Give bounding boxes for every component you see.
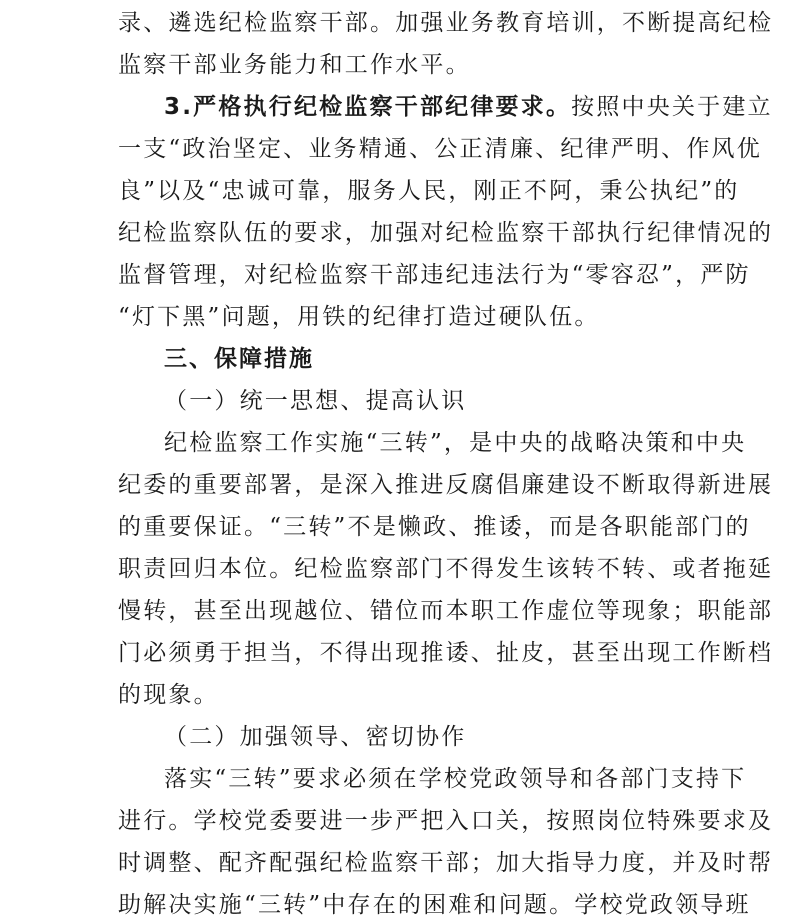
body-text-line: 的重要保证。“三转”不是懒政、推诿，而是各职能部门的 (118, 514, 751, 540)
body-text-line: 的现象。 (118, 682, 219, 708)
body-text-line: 助解决实施“三转”中存在的困难和问题。学校党政领导班 (118, 892, 751, 918)
body-text-line: 门必须勇于担当，不得出现推诿、扯皮，甚至出现工作断档 (118, 640, 774, 666)
body-text-line: “灯下黑”问题，用铁的纪律打造过硬队伍。 (118, 304, 600, 330)
body-text-line: 良”以及“忠诚可靠，服务人民，刚正不阿，秉公执纪”的 (118, 178, 740, 204)
body-text-line: 纪检监察工作实施“三转”，是中央的战略决策和中央 (164, 430, 747, 456)
body-text-line: 慢转，甚至出现越位、错位而本职工作虚位等现象；职能部 (118, 598, 774, 624)
body-text-line: 时调整、配齐配强纪检监察干部；加大指导力度，并及时帮 (118, 850, 774, 876)
body-text: 按照中央关于建立 (571, 94, 773, 120)
paragraph-line-with-bold-lead (164, 92, 773, 122)
body-text-line: 一支“政治坚定、业务精通、公正清廉、纪律严明、作风优 (118, 136, 762, 162)
bold-lead-text: 3.严格执行纪检监察干部纪律要求。 (164, 94, 572, 120)
body-text-line: 录、遴选纪检监察干部。加强业务教育培训，不断提高纪检 (118, 10, 774, 36)
body-text-line: 监督管理，对纪检监察干部违纪违法行为“零容忍”，严防 (118, 262, 751, 288)
body-text-line: 纪检监察队伍的要求，加强对纪检监察干部执行纪律情况的 (118, 220, 774, 246)
body-text-line: 落实“三转”要求必须在学校党政领导和各部门支持下 (164, 766, 747, 792)
body-text-line: 进行。学校党委要进一步严把入口关，按照岗位特殊要求及 (118, 808, 774, 834)
subsection-heading: （一）统一思想、提高认识 (164, 388, 467, 414)
section-heading: 三、保障措施 (164, 346, 314, 372)
body-text-line: 监察干部业务能力和工作水平。 (118, 52, 471, 78)
subsection-heading: （二）加强领导、密切协作 (164, 724, 467, 750)
body-text-line: 纪委的重要部署，是深入推进反腐倡廉建设不断取得新进展 (118, 472, 774, 498)
body-text-line: 职责回归本位。纪检监察部门不得发生该转不转、或者拖延 (118, 556, 774, 582)
